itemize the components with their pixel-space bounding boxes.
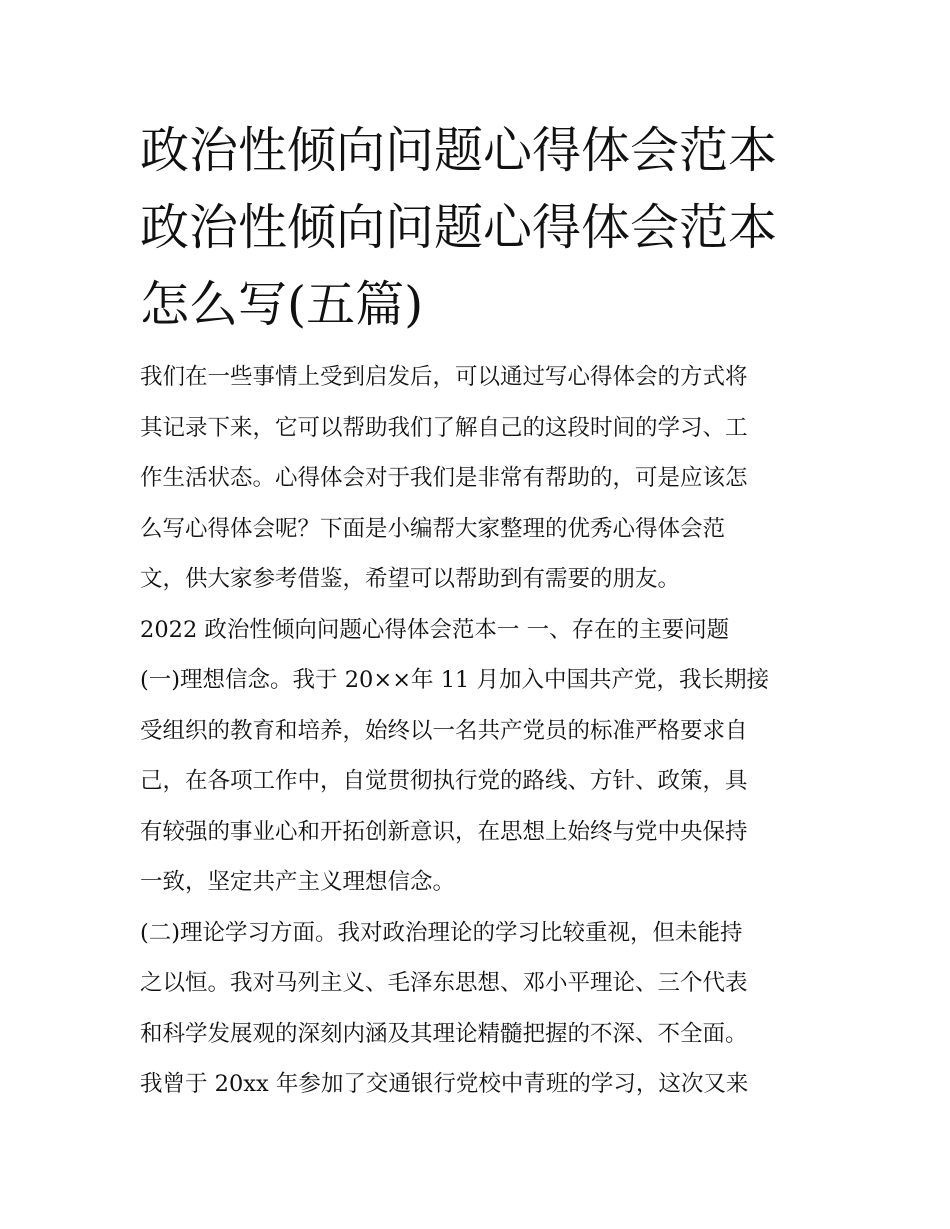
ideals-paragraph [140,655,820,908]
text-line: 其记录下来，它可以帮助我们了解自己的这段时间的学习、工 [140,414,748,441]
text-line: 作生活状态。心得体会对于我们是非常有帮助的，可是应该怎 [140,465,748,491]
text-line: (二)理论学习方面。我对政治理论的学习比较重视，但未能持 [140,919,743,946]
theory-study-paragraph [140,908,820,1110]
text-line: 一致，坚定共产主义理想信念。 [140,869,456,895]
text-line: 受组织的教育和培养，始终以一名共产党员的标准严格要求自 [140,717,748,744]
text-line: 文，供大家参考借鉴，希望可以帮助到有需要的朋友。 [140,566,681,592]
title-line: 政治性倾向问题心得体会范本 [140,122,778,179]
document-title [140,112,820,343]
text-line: 2022 政治性倾向问题心得体会范本一 一、存在的主要问题 [140,616,730,643]
text-line: 我们在一些事情上受到启发后，可以通过写心得体会的方式将 [140,364,748,390]
text-line: 有较强的事业心和开拓创新意识，在思想上始终与党中央保持 [140,818,748,845]
intro-paragraph [140,352,820,605]
title-line: 怎么写(五篇) [140,276,424,333]
text-line: 之以恒。我对马列主义、毛泽东思想、邓小平理论、三个代表 [140,970,748,996]
title-line: 政治性倾向问题心得体会范本 [140,199,778,256]
text-line: 么写心得体会呢？下面是小编帮大家整理的优秀心得体会范 [140,515,726,542]
text-line: 和科学发展观的深刻内涵及其理论精髓把握的不深、不全面。 [140,1020,748,1047]
text-line: 我曾于 20xx 年参加了交通银行党校中青班的学习，这次又来 [140,1071,749,1097]
document-body [140,352,820,1110]
text-line: (一)理想信念。我于 20××年 11 月加入中国共产党，我长期接 [140,667,769,693]
section-heading-paragraph [140,605,820,656]
text-line: 己，在各项工作中，自觉贯彻执行党的路线、方针、政策，具 [140,768,748,794]
